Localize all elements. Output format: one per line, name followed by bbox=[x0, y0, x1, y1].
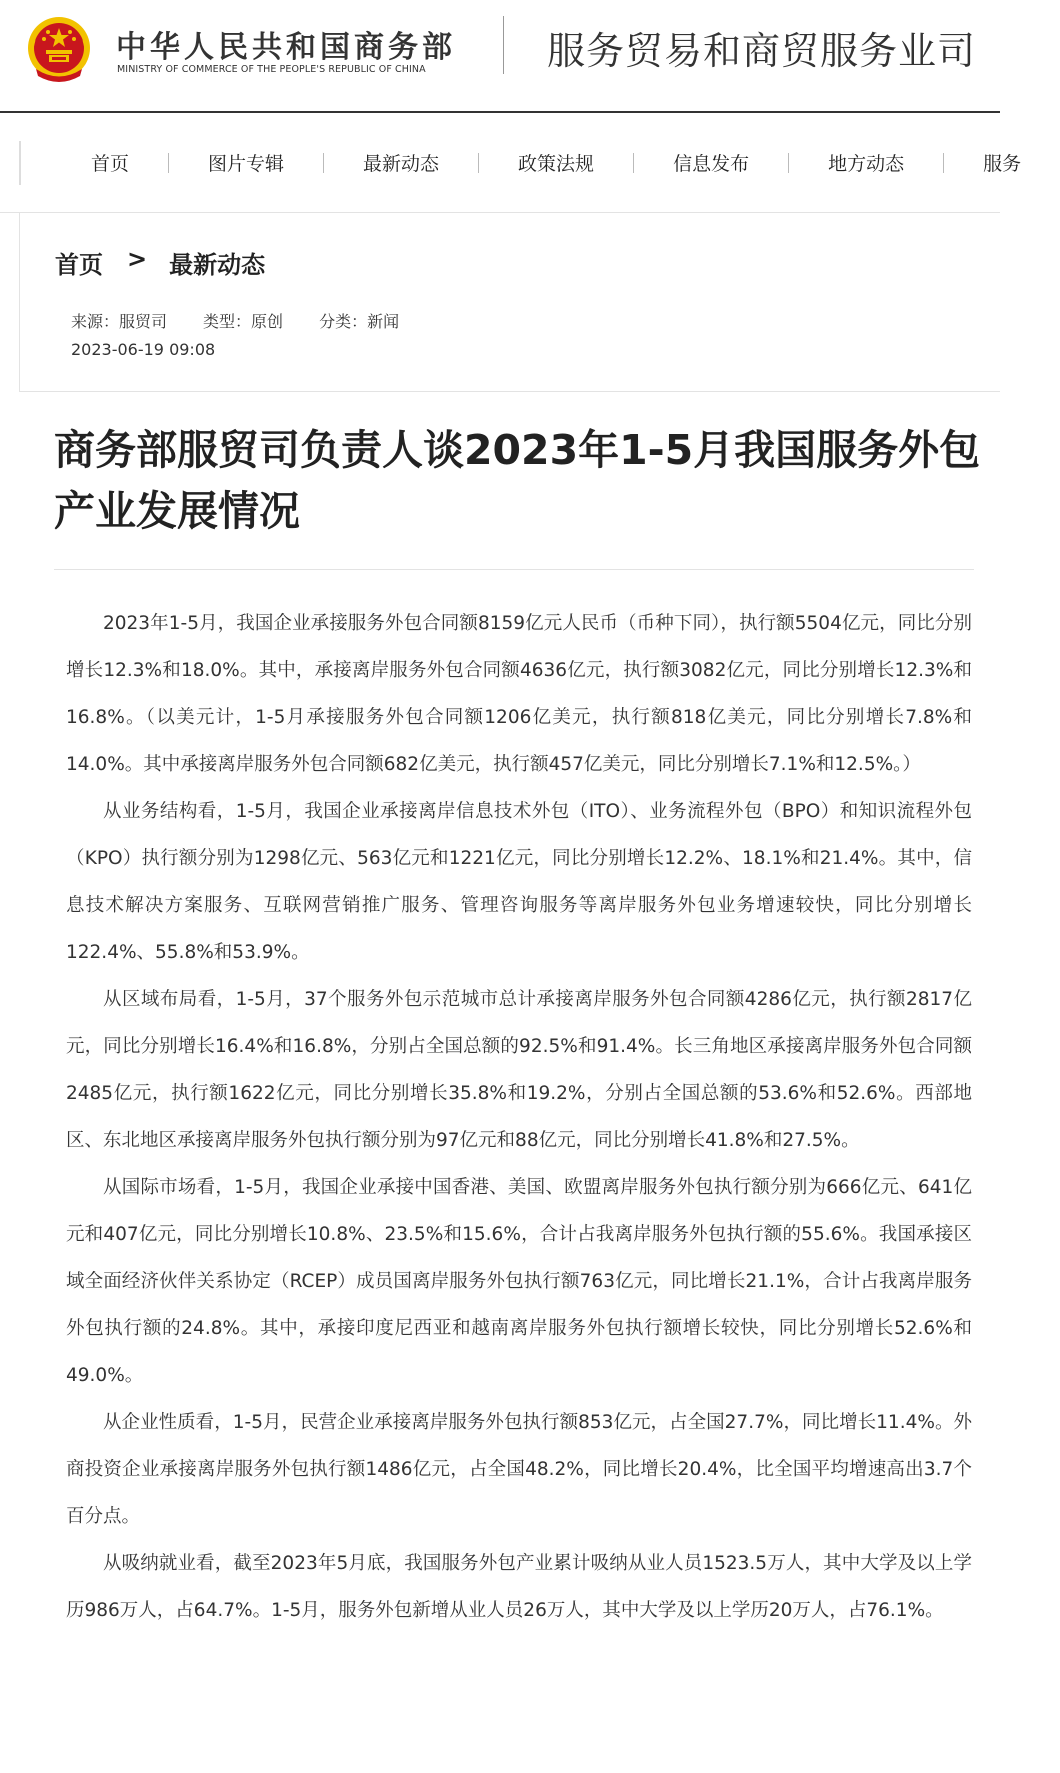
breadcrumb bbox=[55, 245, 265, 280]
type-label: 类型： bbox=[203, 312, 252, 331]
national-emblem-icon[interactable] bbox=[24, 14, 94, 86]
nav-item-home[interactable]: 首页 bbox=[91, 153, 130, 175]
breadcrumb-home[interactable]: 首页 bbox=[55, 251, 103, 279]
article-paragraph: 2023年1-5月，我国企业承接服务外包合同额8159亿元人民币（币种下同），执行额5504亿元，同比分别增长12.3%和18.0%。其中，承接离岸服务外包合同额4636亿元，执行额3082亿元，同比分别增长12.3%和16.8%。（以美元计，1-5月承接服务外包合同额1206亿美元，执行额818亿美元，同比分别增长7.8%和14.0%。其中承接离岸服务外包合同额682亿美元，执行额457亿美元，同比分别增长7.1%和12.5%。） bbox=[66, 613, 972, 775]
nav-item-latest-news[interactable]: 最新动态 bbox=[363, 153, 440, 175]
breadcrumb-separator: > bbox=[127, 245, 148, 273]
type-value: 原创 bbox=[251, 312, 284, 331]
breadcrumb-current[interactable]: 最新动态 bbox=[169, 251, 266, 279]
left-border bbox=[0, 212, 20, 392]
article-paragraph: 从区域布局看，1-5月，37个服务外包示范城市总计承接离岸服务外包合同额4286亿元，执行额2817亿元，同比分别增长16.4%和16.8%，分别占全国总额的92.5%和91.4%。长三角地区承接离岸服务外包合同额2485亿元，执行额1622亿元，同比分别增长35.8%和19.2%，分别占全国总额的53.6%和52.6%。西部地区、东北地区承接离岸服务外包执行额分别为97亿元和88亿元，同比分别增长41.8%和27.5%。 bbox=[66, 989, 972, 1151]
title-divider bbox=[54, 569, 974, 570]
department-title[interactable]: 服务贸易和商贸服务业司 bbox=[547, 29, 977, 73]
ministry-name-en: MINISTRY OF COMMERCE OF THE PEOPLE'S REPUBLIC OF CHINA bbox=[117, 64, 426, 75]
article-paragraph: 从国际市场看，1-5月，我国企业承接中国香港、美国、欧盟离岸服务外包执行额分别为666亿元、641亿元和407亿元，同比分别增长10.8%、23.5%和15.6%，合计占我离岸服务外包执行额的55.6%。我国承接区域全面经济伙伴关系协定（RCEP）成员国离岸服务外包执行额763亿元，同比增长21.1%，合计占我离岸服务外包执行额的24.8%。其中，承接印度尼西亚和越南离岸服务外包执行额增长较快，同比分别增长52.6%和49.0%。 bbox=[66, 1177, 972, 1386]
header-divider bbox=[503, 16, 504, 74]
source-value: 服贸司 bbox=[119, 312, 168, 331]
nav-item-local-news[interactable]: 地方动态 bbox=[828, 153, 905, 175]
article-paragraph: 从企业性质看，1-5月，民营企业承接离岸服务外包执行额853亿元，占全国27.7%，同比增长11.4%。外商投资企业承接离岸服务外包执行额1486亿元，占全国48.2%，同比增长20.4%，比全国平均增速高出3.7个百分点。 bbox=[66, 1412, 972, 1527]
ministry-name-cn: 中华人民共和国商务部 bbox=[116, 30, 456, 65]
article-paragraph: 从业务结构看，1-5月，我国企业承接离岸信息技术外包（ITO）、业务流程外包（BPO）和知识流程外包（KPO）执行额分别为1298亿元、563亿元和1221亿元，同比分别增长12.2%、18.1%和21.4%。其中，信息技术解决方案服务、互联网营销推广服务、管理咨询服务等离岸服务外包业务增速较快，同比分别增长122.4%、55.8%和53.9%。 bbox=[66, 801, 972, 963]
category-value: 新闻 bbox=[367, 312, 400, 331]
category-label: 分类： bbox=[319, 312, 368, 331]
nav-item-releases[interactable]: 信息发布 bbox=[673, 153, 750, 175]
article-meta bbox=[71, 309, 399, 332]
source-label: 来源： bbox=[71, 312, 120, 331]
nav-item-policies[interactable]: 政策法规 bbox=[518, 153, 595, 175]
nav-left-line bbox=[19, 141, 21, 185]
nav-item-services[interactable]: 服务 bbox=[983, 153, 1022, 175]
meta-divider bbox=[19, 391, 1000, 392]
article-title: 商务部服贸司负责人谈2023年1-5月我国服务外包产业发展情况 bbox=[54, 426, 981, 535]
site-header bbox=[0, 0, 1000, 113]
nav-item-photo-album[interactable]: 图片专辑 bbox=[208, 153, 285, 175]
nav-list bbox=[52, 113, 1060, 212]
article-paragraph: 从吸纳就业看，截至2023年5月底，我国服务外包产业累计吸纳从业人员1523.5万人，其中大学及以上学历986万人，占64.7%。1-5月，服务外包新增从业人员26万人，其中大学及以上学历20万人，占76.1%。 bbox=[66, 1553, 972, 1621]
article-body bbox=[66, 600, 972, 1634]
publish-datetime: 2023-06-19 09:08 bbox=[71, 340, 216, 359]
main-nav bbox=[0, 113, 1022, 213]
